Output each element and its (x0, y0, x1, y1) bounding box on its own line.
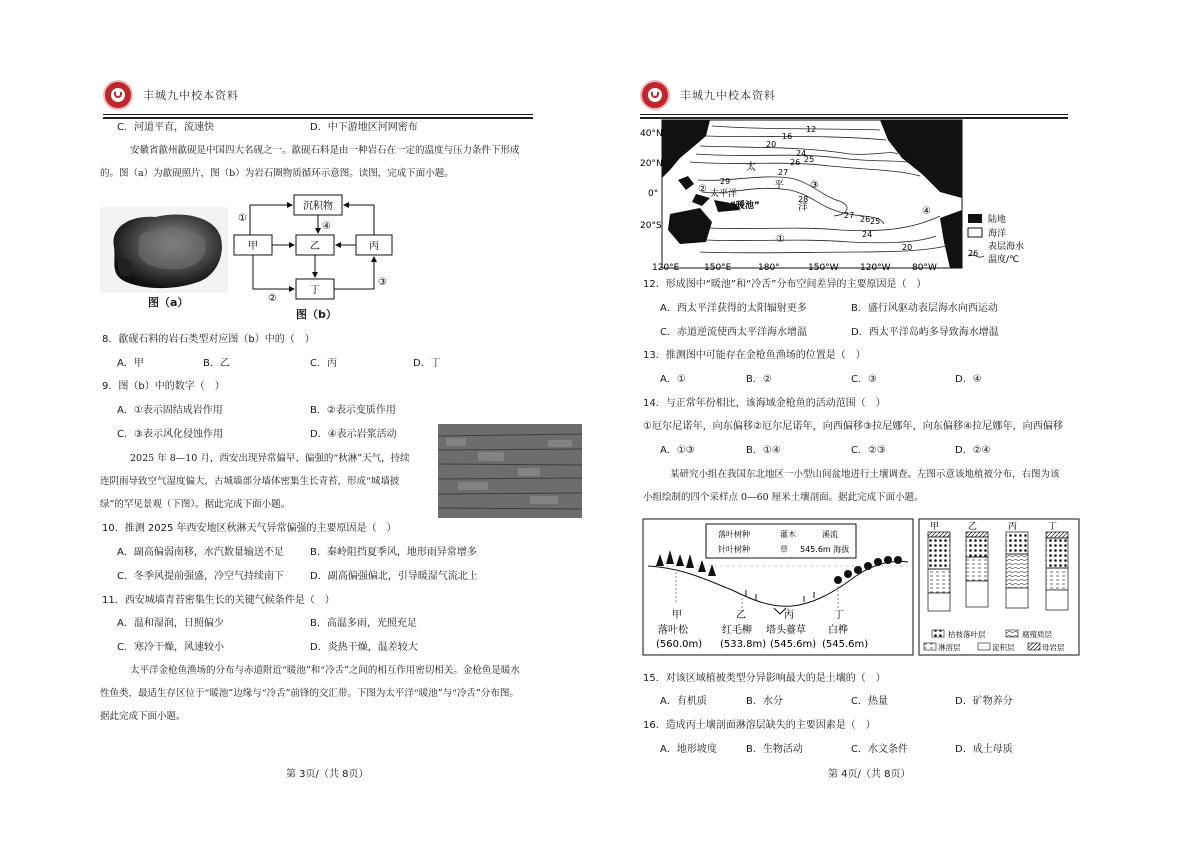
q11-option-c[interactable]: C．寒冷干燥，风速较小 (117, 642, 224, 653)
q10-option-c[interactable]: C．冬季风提前强盛，冷空气持续南下 (117, 571, 284, 582)
soil-col-ding: 丁 (1048, 522, 1058, 532)
lon-150w: 150°W (808, 263, 839, 273)
legend-land: 陆地 (988, 215, 1007, 225)
q13-stem: 13．推测图中可能存在金枪鱼渔场的位置是（ ） (643, 350, 866, 361)
page-number-3: 第 3页/（共 8页） (286, 769, 369, 780)
word-warm-pool: “暖池” (730, 201, 760, 211)
word-tai: 太 (746, 162, 756, 173)
iso-12: 12 (806, 125, 817, 134)
veg-legend-grass: 草 (780, 545, 788, 554)
pacific-warm-pool-map (640, 118, 1060, 273)
page-number-4: 第 4页/（共 8页） (828, 769, 911, 780)
intro-inkstone-1: 安徽省歙州歙砚是中国四大名砚之一。歙砚石料是由一种岩石在一定的温度与压力条件下形成 (130, 145, 520, 156)
site-bing: 丙 (784, 610, 794, 621)
soil-legend-humus: 腐殖质层 (1022, 630, 1052, 639)
intro-tuna-3: 据此完成下面小题。 (100, 711, 186, 722)
veg-legend-altitude: 545.6m 海拔 (800, 545, 850, 554)
q10-stem: 10．推测 2025 年西安地区秋淋天气异常偏强的主要原因是（ ） (102, 523, 397, 534)
veg-legend-deciduous: 落叶树种 (718, 530, 750, 539)
soil-legend-illuvial: 淀积层 (992, 643, 1015, 652)
q16-option-d[interactable]: D．成土母质 (955, 744, 1013, 755)
lat-40n: 40°N (640, 129, 663, 139)
legend-land-swatch (968, 214, 982, 223)
q14-option-c[interactable]: C．②③ (851, 445, 886, 456)
vegetation-profile-diagram (642, 518, 914, 656)
legend-ocean: 海洋 (988, 229, 1007, 239)
word-pacific: 太平洋 (710, 189, 738, 199)
intro-inkstone-2: 的。图（a）为歙砚照片，图（b）为岩石圈物质循环示意图。读图，完成下面小题。 (100, 168, 454, 179)
box-sediment: 沉积物 (303, 201, 333, 212)
school-logo-right (640, 80, 670, 110)
box-yi: 乙 (310, 241, 320, 252)
q8-option-a[interactable]: A．甲 (117, 358, 144, 369)
lon-120w: 120°W (860, 263, 891, 273)
q15-option-b[interactable]: B．水分 (746, 696, 783, 707)
q9-option-c[interactable]: C．③表示风化侵蚀作用 (117, 429, 223, 440)
soil-legend-litter: 枯枝落叶层 (948, 630, 986, 639)
q15-option-c[interactable]: C．热量 (851, 696, 888, 707)
q11-stem: 11．西安城墙青苔密集生长的关键气候条件是（ ） (102, 595, 335, 606)
lon-180: 180° (758, 263, 780, 273)
school-name: 丰城九中校本资料 (143, 89, 239, 102)
lat-20s: 20°S (640, 221, 662, 231)
soil-profile-diagram (918, 518, 1080, 656)
header-rule-thick (103, 117, 533, 119)
q14-option-b[interactable]: B．①④ (746, 445, 781, 456)
soil-legend-eluvial: 淋溶层 (938, 643, 961, 652)
rock-cycle-diagram (230, 193, 394, 323)
num-4: ④ (322, 221, 331, 232)
soil-col-jia: 甲 (930, 522, 940, 532)
left-header (103, 80, 533, 116)
iso-27-north: 27 (778, 168, 789, 177)
q8-option-c[interactable]: C．丙 (310, 358, 337, 369)
soil-col-bing: 丙 (1008, 522, 1018, 532)
veg-legend-shrub: 灌木 (780, 530, 796, 539)
site-jia-plant: 落叶松 (658, 625, 688, 636)
q14-option-d[interactable]: D．②④ (955, 445, 991, 456)
intro-tuna-1: 太平洋金枪鱼渔场的分布与赤道附近“暖池”和“冷舌”之间的相互作用密切相关。金枪鱼是暖水 (130, 665, 520, 676)
veg-legend-stream: 溪流 (822, 530, 838, 539)
site-jia: 甲 (672, 610, 682, 621)
q8-option-b[interactable]: B．乙 (203, 358, 230, 369)
q9-option-b[interactable]: B．②表示变质作用 (310, 405, 396, 416)
word-ping: 平 (774, 180, 784, 191)
iso-20-south: 20 (902, 243, 913, 252)
q9-stem: 9．图（b）中的数字（ ） (102, 381, 225, 392)
intro-soil-2: 小组绘制的四个采样点 0—60 厘米土壤剖面。据此完成下面小题。 (643, 492, 924, 503)
iso-26: 26 (790, 158, 801, 167)
site-ding: 丁 (834, 610, 844, 621)
q12-option-d[interactable]: D．西太平洋岛屿多导致海水增温 (851, 327, 999, 338)
q10-option-b[interactable]: B．秦岭阻挡夏季风，地形雨异常增多 (310, 547, 477, 558)
header-rule (103, 114, 533, 115)
site-yi: 乙 (736, 610, 746, 621)
q14-option-a[interactable]: A．①③ (660, 445, 695, 456)
inkstone-image (100, 207, 228, 293)
intro-xian-1: 2025 年 8—10 月，西安出现异常偏早、偏强的“秋淋”天气，持续 (130, 453, 410, 464)
q10-option-a[interactable]: A．副高偏弱南移，水汽数量输送不足 (117, 547, 284, 558)
q13-option-d[interactable]: D．④ (955, 374, 982, 385)
lat-0: 0° (648, 189, 659, 199)
right-header (640, 80, 1068, 116)
site-bing-alt: (545.6m) (770, 639, 817, 650)
box-bing: 丙 (369, 241, 379, 252)
school-logo (103, 80, 133, 110)
site-ding-plant: 白桦 (828, 625, 848, 636)
q13-option-a[interactable]: A．① (660, 374, 686, 385)
inkstone-photo (100, 207, 228, 293)
box-jia: 甲 (248, 241, 258, 252)
num-3: ③ (378, 277, 387, 288)
soil-legend-bedrock: 母岩层 (1042, 643, 1065, 652)
lon-150e: 150°E (704, 263, 732, 273)
iso-16: 16 (782, 132, 793, 141)
lon-80w: 80°W (912, 263, 937, 273)
q16-option-a[interactable]: A．地形坡度 (660, 744, 717, 755)
intro-xian-3: 绿”的罕见景观（下图）。据此完成下面小题。 (100, 499, 291, 510)
veg-legend-conifer: 针叶树种 (718, 545, 750, 554)
q11-option-d[interactable]: D．炎热干燥，温差较大 (310, 642, 418, 653)
q14-stem: 14．与正常年份相比，该海域金枪鱼的活动范围（ ） (643, 398, 886, 409)
num-2: ② (268, 293, 277, 304)
num-1: ① (238, 213, 247, 224)
q10-option-d[interactable]: D．副高偏强偏北，引导暖湿气流北上 (310, 571, 478, 582)
site-ding-alt: (545.6m) (822, 639, 869, 650)
q9-option-a[interactable]: A．①表示固结成岩作用 (117, 405, 223, 416)
legend-ocean-swatch (968, 228, 982, 237)
intro-xian-2: 连阴雨导致空气湿度偏大，古城墙部分墙体密集生长青苔，形成“城墙披 (100, 476, 400, 487)
q8-option-d[interactable]: D．丁 (413, 358, 441, 369)
iso-27-south: 27 (844, 211, 855, 220)
q14-statements: ①厄尔尼诺年，向东偏移②厄尔尼诺年，向西偏移③拉尼娜年，向东偏移④拉尼娜年，向西偏移 (643, 421, 1064, 432)
legend-temp-sample: 26 (968, 249, 979, 258)
school-name-right: 丰城九中校本资料 (680, 89, 776, 102)
iso-25: 25 (804, 155, 815, 164)
figure-b-caption: 图（b） (296, 308, 337, 321)
q7-option-d[interactable]: D．中下游地区河网密布 (310, 122, 418, 133)
lat-20n: 20°N (640, 159, 663, 169)
q15-option-a[interactable]: A．有机质 (660, 696, 707, 707)
q7-option-c[interactable]: C．河道平直，流速快 (117, 122, 214, 133)
q15-option-d[interactable]: D．矿物养分 (955, 696, 1013, 707)
q13-option-b[interactable]: B．② (746, 374, 772, 385)
q16-option-c[interactable]: C．水文条件 (851, 744, 908, 755)
point-4: ④ (922, 206, 931, 217)
legend-temp-unit: 温度/℃ (988, 255, 1020, 265)
word-yang: 洋 (798, 202, 808, 213)
point-3: ③ (810, 180, 819, 191)
site-yi-alt: (533.8m) (720, 639, 767, 650)
q12-option-a[interactable]: A．西太平洋获得的太阳辐射更多 (660, 303, 807, 314)
iso-24-south: 24 (862, 230, 873, 239)
iso-29: 29 (720, 177, 731, 186)
site-bing-plant: 塔头薹草 (766, 625, 806, 636)
q12-stem: 12．形成图中“暖池”和“冷舌”分布空间差异的主要原因是（ ） (643, 279, 927, 290)
iso-28: 28 (798, 195, 809, 204)
intro-tuna-2: 性鱼类，最适生存区位于“暖池”边缘与“冷舌”前锋的交汇带。下图为太平洋“暖池”与“冷舌”分布图。 (100, 688, 519, 699)
point-1: ① (776, 234, 785, 245)
q12-option-b[interactable]: B．盛行风驱动表层海水向西运动 (851, 303, 998, 314)
box-ding: 丁 (310, 285, 320, 296)
iso-25-south: 25 (870, 217, 881, 226)
q13-option-c[interactable]: C．③ (851, 374, 877, 385)
iso-24: 24 (796, 149, 807, 158)
q16-stem: 16．造成丙土壤剖面淋溶层缺失的主要因素是（ ） (643, 720, 876, 731)
q8-stem: 8．歙砚石料的岩石类型对应图（b）中的（ ） (102, 334, 315, 345)
iso-26-south: 26 (860, 215, 871, 224)
intro-soil-1: 某研究小组在我国东北地区一小型山间盆地进行土壤调查。左图示意该地植被分布，右图为该 (670, 469, 1060, 480)
header-rule-right (640, 114, 1068, 115)
moss-wall-image (438, 424, 582, 518)
site-jia-alt: (560.0m) (656, 639, 703, 650)
q12-option-c[interactable]: C．赤道逆流使西太平洋海水增温 (660, 327, 807, 338)
city-wall-moss-photo (438, 424, 582, 518)
point-2: ② (698, 184, 707, 195)
site-yi-plant: 红毛柳 (722, 625, 752, 636)
q15-stem: 15．对该区域植被类型分异影响最大的是土壤的（ ） (643, 673, 886, 684)
legend-temp: 表层海水 (988, 242, 1025, 252)
q16-option-b[interactable]: B．生物活动 (746, 744, 803, 755)
q11-option-b[interactable]: B．高温多雨，光照充足 (310, 618, 417, 629)
right-page (600, 0, 1200, 849)
q9-option-d[interactable]: D．④表示岩浆活动 (310, 429, 397, 440)
iso-20: 20 (766, 140, 777, 149)
soil-col-yi: 乙 (968, 522, 978, 532)
lon-120e: 120°E (652, 263, 680, 273)
q11-option-a[interactable]: A．温和湿润，日照偏少 (117, 618, 224, 629)
figure-a-caption: 图（a） (148, 296, 189, 309)
